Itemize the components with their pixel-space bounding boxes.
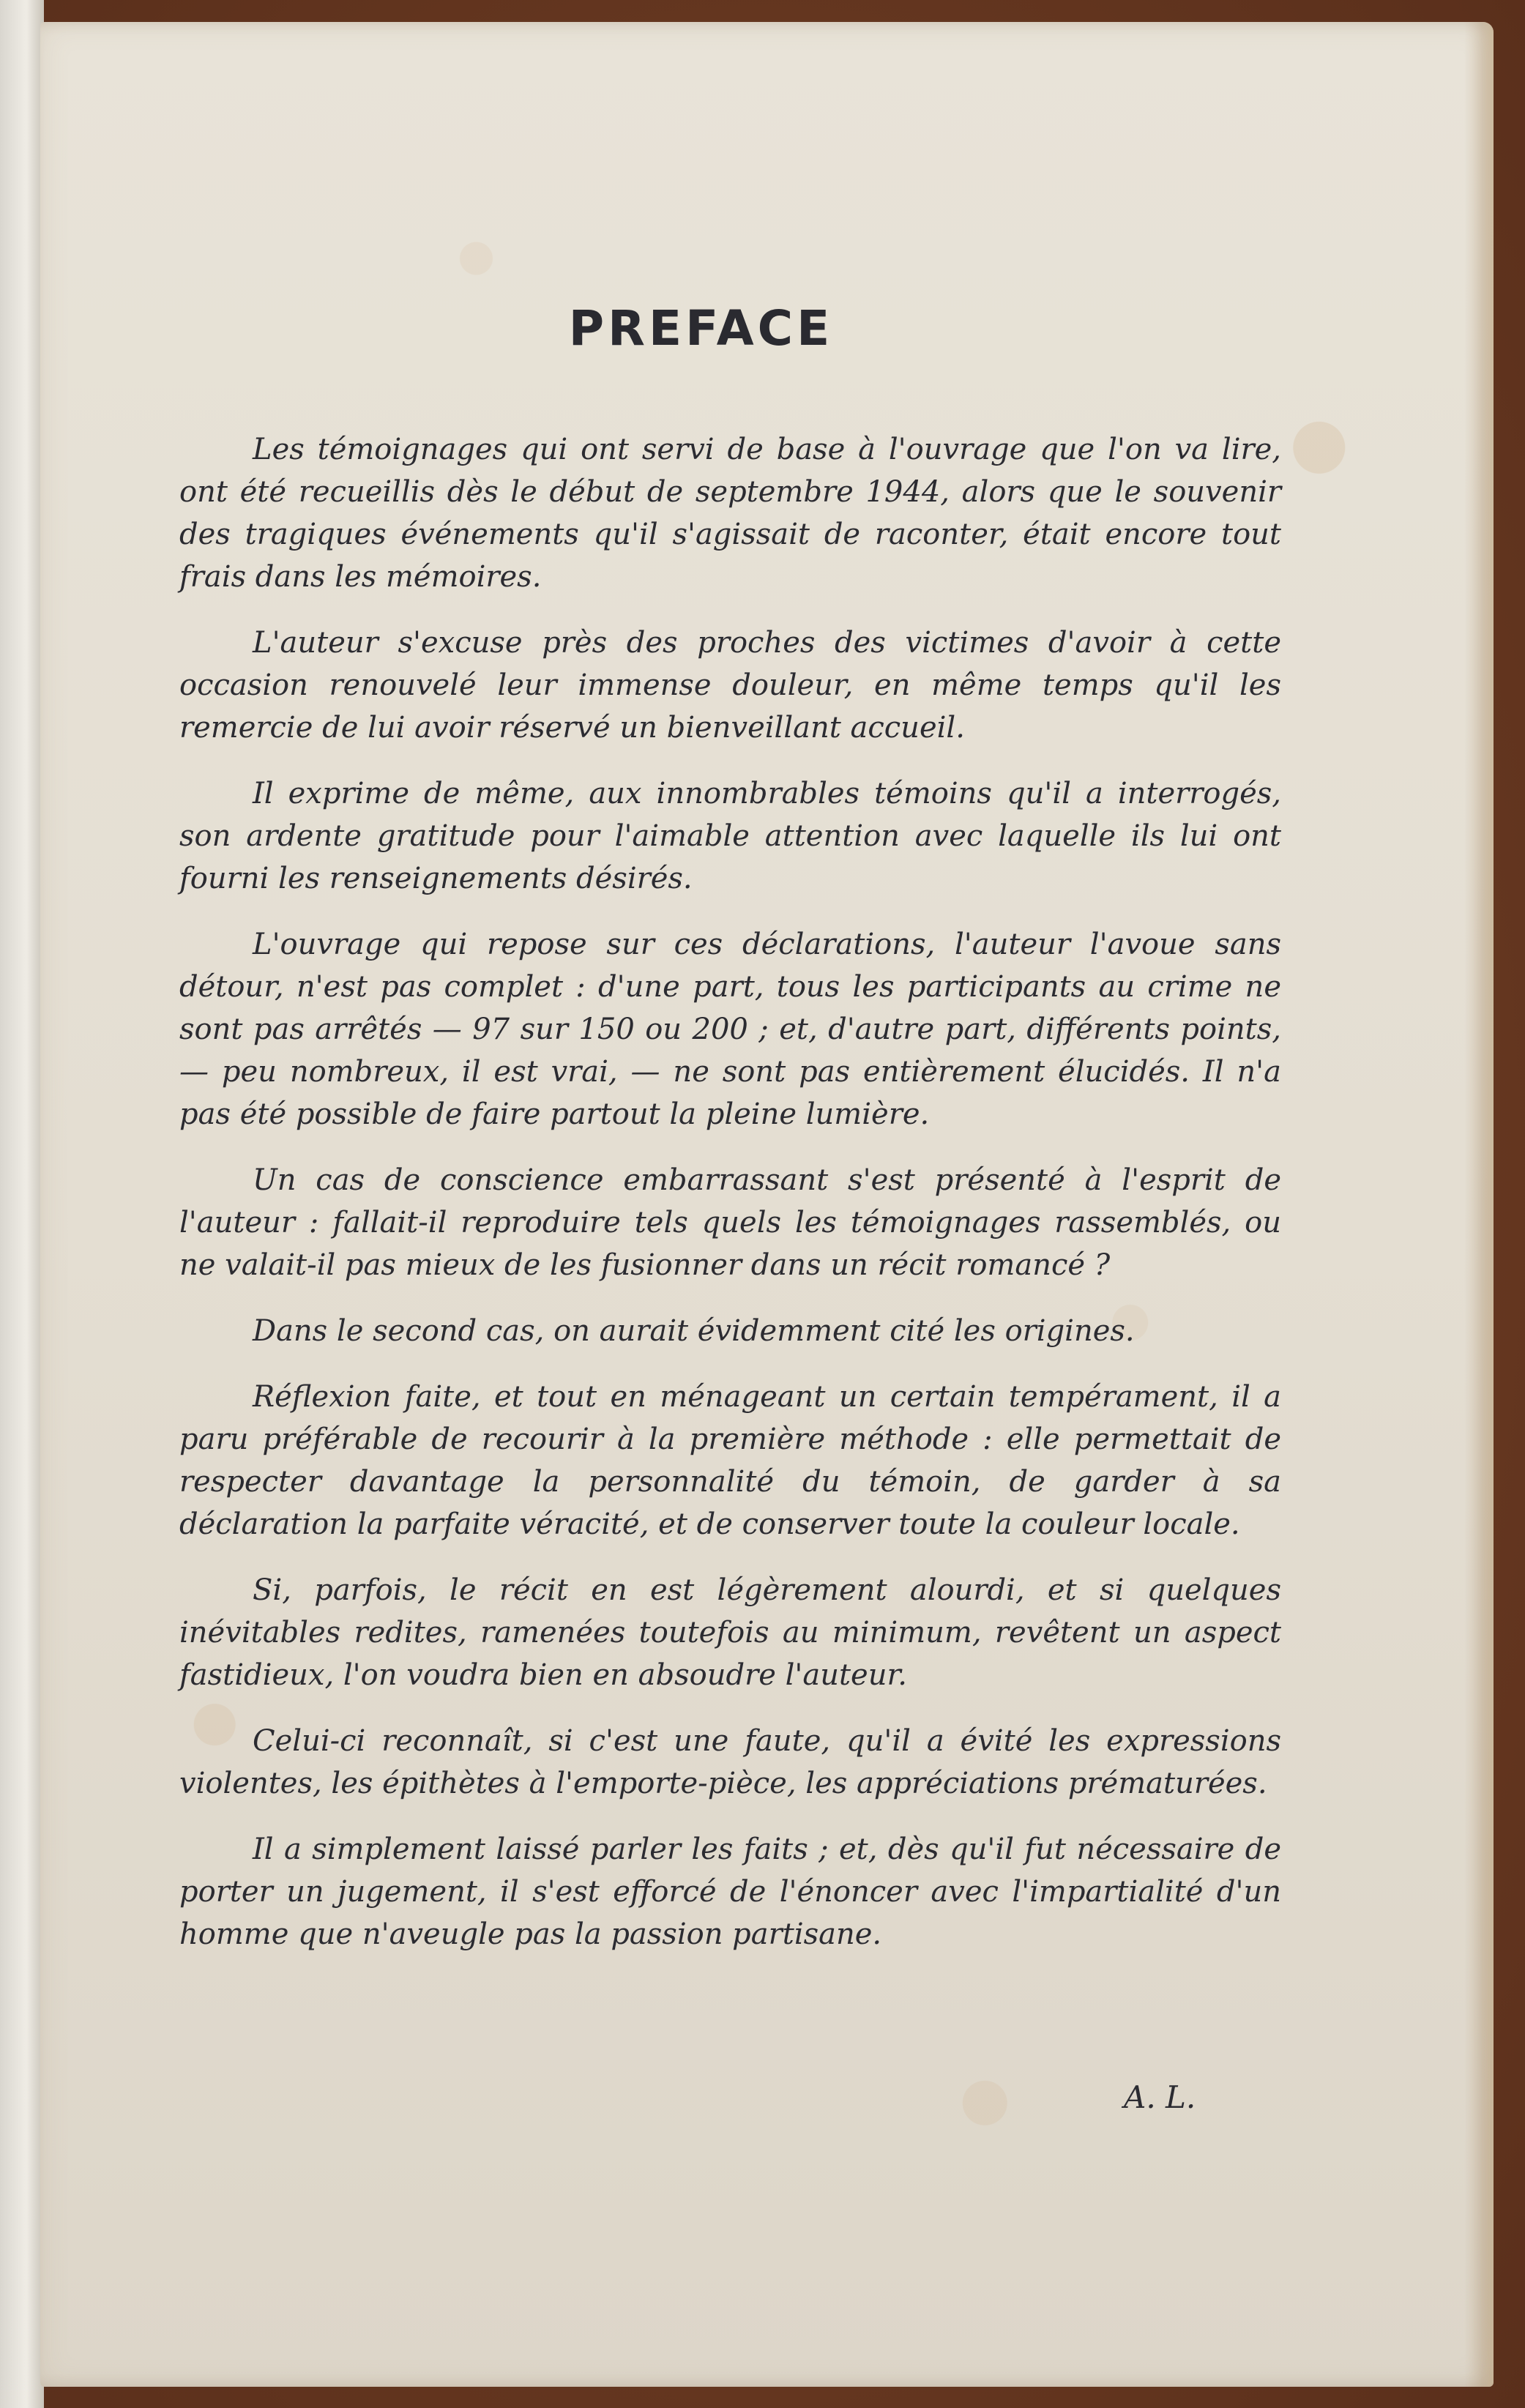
paragraph-4: L'ouvrage qui repose sur ces déclarations, l'auteur l'avoue sans détour, n'est pas complet : d'une part, tous les participants au crime ne sont pas arrêtés — 97 sur 150 ou 200 ; et, d'autre part, différents points, — peu nombreux, il est vrai, — ne sont pas entièrement élucidés. Il n'a pas été possible de faire partout la pleine lumière. — [179, 928, 1281, 1131]
paragraph-2: L'auteur s'excuse près des proches des victimes d'avoir à cette occasion renouvelé leur immense douleur, en même temps qu'il les remercie de lui avoir réservé un bienveillant accueil. — [179, 626, 1281, 745]
paragraph-8: Si, parfois, le récit en est légèrement alourdi, et si quelques inévitables redites, ramenées toutefois au minimum, revêtent un aspect fastidieux, l'on voudra bien en absoudre l'auteur. — [179, 1573, 1281, 1692]
book-cover-edge — [0, 0, 44, 2408]
paragraph-10: Il a simplement laissé parler les faits ; et, dès qu'il fut nécessaire de porter un jugement, il s'est efforcé de l'énoncer avec l'impartialité d'un homme que n'aveugle pas la passion partisane. — [179, 1833, 1281, 1951]
preface-body — [179, 428, 1281, 1979]
paragraph-5: Un cas de conscience embarrassant s'est présenté à l'esprit de l'auteur : fallait-il reproduire tels quels les témoignages rassemblés, ou ne valait-il pas mieux de les fusionner dans un récit romancé ? — [179, 1163, 1281, 1282]
page-edge-shadow — [1464, 22, 1494, 2387]
paragraph-3: Il exprime de même, aux innombrables témoins qu'il a interrogés, son ardente gratitude pour l'aimable attention avec laquelle ils lui ont fourni les renseignements désirés. — [179, 777, 1281, 895]
book-page — [40, 22, 1494, 2387]
author-signature: A. L. — [1124, 2079, 1196, 2115]
paragraph-6: Dans le second cas, on aurait évidemment cité les origines. — [253, 1314, 1135, 1348]
paragraph-9: Celui-ci reconnaît, si c'est une faute, qu'il a évité les expressions violentes, les épithètes à l'emporte-pièce, les appréciations prématurées. — [179, 1724, 1281, 1800]
paragraph-1: Les témoignages qui ont servi de base à l'ouvrage que l'on va lire, ont été recueillis dès le début de septembre 1944, alors que le souvenir des tragiques événements qu'il s'agissait de raconter, était encore tout frais dans les mémoires. — [179, 433, 1281, 594]
paragraph-7: Réflexion faite, et tout en ménageant un certain tempérament, il a paru préférable de recourir à la première méthode : elle permettait de respecter davantage la personnalité du témoin, de garder à sa déclaration la parfaite véracité, et de conserver toute la couleur locale. — [179, 1380, 1281, 1541]
page-title: PREFACE — [568, 300, 834, 357]
